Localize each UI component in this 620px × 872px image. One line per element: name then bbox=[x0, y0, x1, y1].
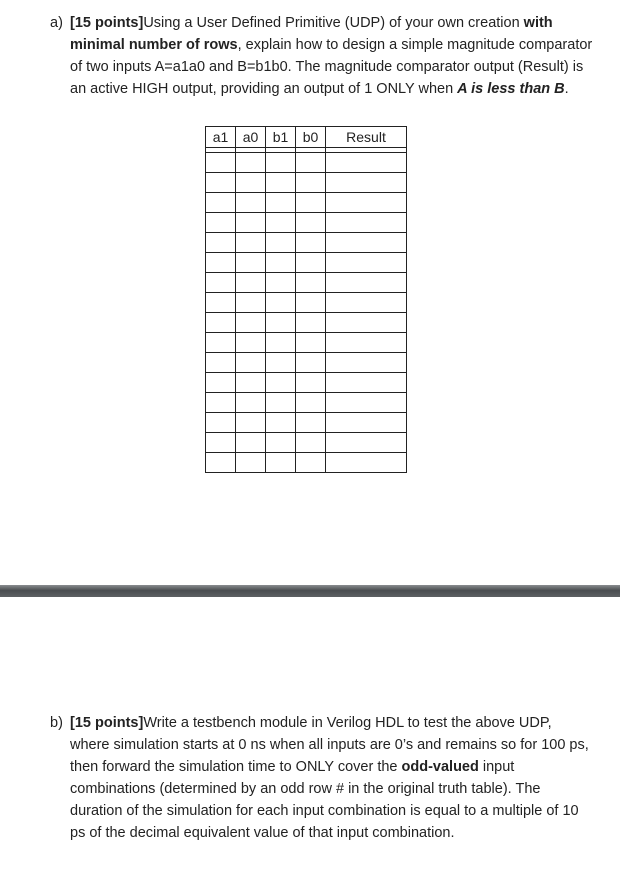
table-cell[interactable] bbox=[206, 333, 236, 353]
table-cell[interactable] bbox=[206, 193, 236, 213]
table-cell[interactable] bbox=[236, 213, 266, 233]
table-cell[interactable] bbox=[296, 213, 326, 233]
table-cell[interactable] bbox=[266, 173, 296, 193]
table-cell[interactable] bbox=[326, 293, 407, 313]
table-cell[interactable] bbox=[296, 273, 326, 293]
table-cell[interactable] bbox=[326, 173, 407, 193]
table-cell[interactable] bbox=[326, 213, 407, 233]
table-cell[interactable] bbox=[296, 293, 326, 313]
question-b-points: [15 points] bbox=[70, 715, 144, 731]
table-row bbox=[206, 453, 407, 473]
header-a1: a1 bbox=[206, 127, 236, 148]
table-cell[interactable] bbox=[236, 433, 266, 453]
table-cell[interactable] bbox=[206, 173, 236, 193]
table-cell[interactable] bbox=[206, 153, 236, 173]
table-cell[interactable] bbox=[236, 333, 266, 353]
table-row bbox=[206, 353, 407, 373]
table-cell[interactable] bbox=[236, 353, 266, 373]
question-a-bold-italic: A is less than B bbox=[457, 81, 565, 97]
truth-table-header-row bbox=[206, 127, 407, 148]
table-cell[interactable] bbox=[206, 233, 236, 253]
table-row bbox=[206, 373, 407, 393]
table-cell[interactable] bbox=[296, 193, 326, 213]
table-cell[interactable] bbox=[266, 233, 296, 253]
question-b bbox=[50, 712, 595, 844]
table-cell[interactable] bbox=[296, 233, 326, 253]
table-row bbox=[206, 253, 407, 273]
question-b-text-2: input combinations (determined by an odd row # in the original truth table). The duration of the simulation for each input combination is equal to a multiple of 10 ps of the decimal equivalent value of that input combination. bbox=[70, 759, 579, 841]
header-b1: b1 bbox=[266, 127, 296, 148]
question-a-marker: a) bbox=[50, 15, 63, 31]
table-cell[interactable] bbox=[266, 373, 296, 393]
table-cell[interactable] bbox=[266, 413, 296, 433]
table-cell[interactable] bbox=[206, 213, 236, 233]
table-row bbox=[206, 293, 407, 313]
table-cell[interactable] bbox=[266, 353, 296, 373]
question-b-text-1: Write a testbench module in Verilog HDL to test the above UDP, where simulation starts at 0 ns when all inputs are 0’s and remains so for 100 ps, then forward the simulation time to ONLY cover the bbox=[70, 715, 589, 775]
table-row bbox=[206, 333, 407, 353]
table-cell[interactable] bbox=[266, 253, 296, 273]
table-cell[interactable] bbox=[236, 293, 266, 313]
table-cell[interactable] bbox=[266, 273, 296, 293]
table-cell[interactable] bbox=[236, 413, 266, 433]
table-cell[interactable] bbox=[266, 293, 296, 313]
table-cell[interactable] bbox=[326, 233, 407, 253]
table-cell[interactable] bbox=[236, 153, 266, 173]
table-cell[interactable] bbox=[236, 253, 266, 273]
table-cell[interactable] bbox=[326, 373, 407, 393]
table-row bbox=[206, 193, 407, 213]
table-cell[interactable] bbox=[206, 373, 236, 393]
table-cell[interactable] bbox=[206, 313, 236, 333]
table-cell[interactable] bbox=[326, 413, 407, 433]
question-b-marker: b) bbox=[50, 715, 63, 731]
table-cell[interactable] bbox=[326, 193, 407, 213]
truth-table bbox=[205, 126, 407, 473]
table-cell[interactable] bbox=[326, 153, 407, 173]
table-cell[interactable] bbox=[296, 153, 326, 173]
table-cell[interactable] bbox=[266, 313, 296, 333]
page-divider bbox=[0, 585, 620, 597]
table-cell[interactable] bbox=[326, 393, 407, 413]
question-a-text-3: . bbox=[564, 81, 569, 97]
table-cell[interactable] bbox=[206, 413, 236, 433]
table-cell[interactable] bbox=[236, 193, 266, 213]
table-cell[interactable] bbox=[236, 273, 266, 293]
table-cell[interactable] bbox=[326, 253, 407, 273]
table-row bbox=[206, 413, 407, 433]
table-cell[interactable] bbox=[206, 273, 236, 293]
question-b-text bbox=[70, 712, 595, 844]
question-a bbox=[50, 12, 595, 100]
table-cell[interactable] bbox=[236, 453, 266, 473]
table-cell[interactable] bbox=[206, 393, 236, 413]
table-cell[interactable] bbox=[236, 173, 266, 193]
table-cell[interactable] bbox=[236, 393, 266, 413]
table-cell[interactable] bbox=[296, 453, 326, 473]
table-cell[interactable] bbox=[296, 173, 326, 193]
table-cell[interactable] bbox=[296, 373, 326, 393]
table-cell[interactable] bbox=[326, 333, 407, 353]
table-cell[interactable] bbox=[266, 213, 296, 233]
table-cell[interactable] bbox=[296, 353, 326, 373]
table-row bbox=[206, 173, 407, 193]
table-cell[interactable] bbox=[326, 453, 407, 473]
question-a-text bbox=[70, 12, 595, 100]
table-cell[interactable] bbox=[326, 433, 407, 453]
table-cell[interactable] bbox=[296, 313, 326, 333]
table-row bbox=[206, 273, 407, 293]
question-a-bold-1: with minimal number of rows bbox=[70, 15, 553, 53]
table-cell[interactable] bbox=[266, 393, 296, 413]
header-result: Result bbox=[326, 127, 407, 148]
question-a-points: [15 points] bbox=[70, 15, 144, 31]
table-cell[interactable] bbox=[296, 333, 326, 353]
table-row bbox=[206, 213, 407, 233]
table-cell[interactable] bbox=[266, 433, 296, 453]
table-cell[interactable] bbox=[266, 193, 296, 213]
table-cell[interactable] bbox=[206, 293, 236, 313]
table-cell[interactable] bbox=[326, 313, 407, 333]
table-cell[interactable] bbox=[236, 313, 266, 333]
header-a0: a0 bbox=[236, 127, 266, 148]
table-row bbox=[206, 153, 407, 173]
table-cell[interactable] bbox=[266, 333, 296, 353]
question-b-bold-1: odd-valued bbox=[401, 759, 479, 775]
table-row bbox=[206, 233, 407, 253]
table-row bbox=[206, 313, 407, 333]
table-cell[interactable] bbox=[326, 273, 407, 293]
table-row bbox=[206, 433, 407, 453]
table-cell[interactable] bbox=[296, 253, 326, 273]
truth-table-body bbox=[206, 148, 407, 473]
table-cell[interactable] bbox=[296, 393, 326, 413]
table-cell[interactable] bbox=[236, 233, 266, 253]
table-cell[interactable] bbox=[266, 153, 296, 173]
table-row bbox=[206, 393, 407, 413]
table-cell[interactable] bbox=[296, 433, 326, 453]
table-cell[interactable] bbox=[326, 353, 407, 373]
table-cell[interactable] bbox=[206, 253, 236, 273]
table-cell[interactable] bbox=[266, 453, 296, 473]
table-cell[interactable] bbox=[296, 413, 326, 433]
table-cell[interactable] bbox=[206, 353, 236, 373]
header-b0: b0 bbox=[296, 127, 326, 148]
table-cell[interactable] bbox=[206, 453, 236, 473]
table-cell[interactable] bbox=[236, 373, 266, 393]
question-a-text-1: Using a User Defined Primitive (UDP) of your own creation bbox=[143, 15, 524, 31]
question-a-text-2: , explain how to design a simple magnitude comparator of two inputs A=a1a0 and B=b1b0. The magnitude comparator output (Result) is an active HIGH output, providing an output of 1 ONLY when bbox=[70, 37, 593, 97]
table-cell[interactable] bbox=[206, 433, 236, 453]
